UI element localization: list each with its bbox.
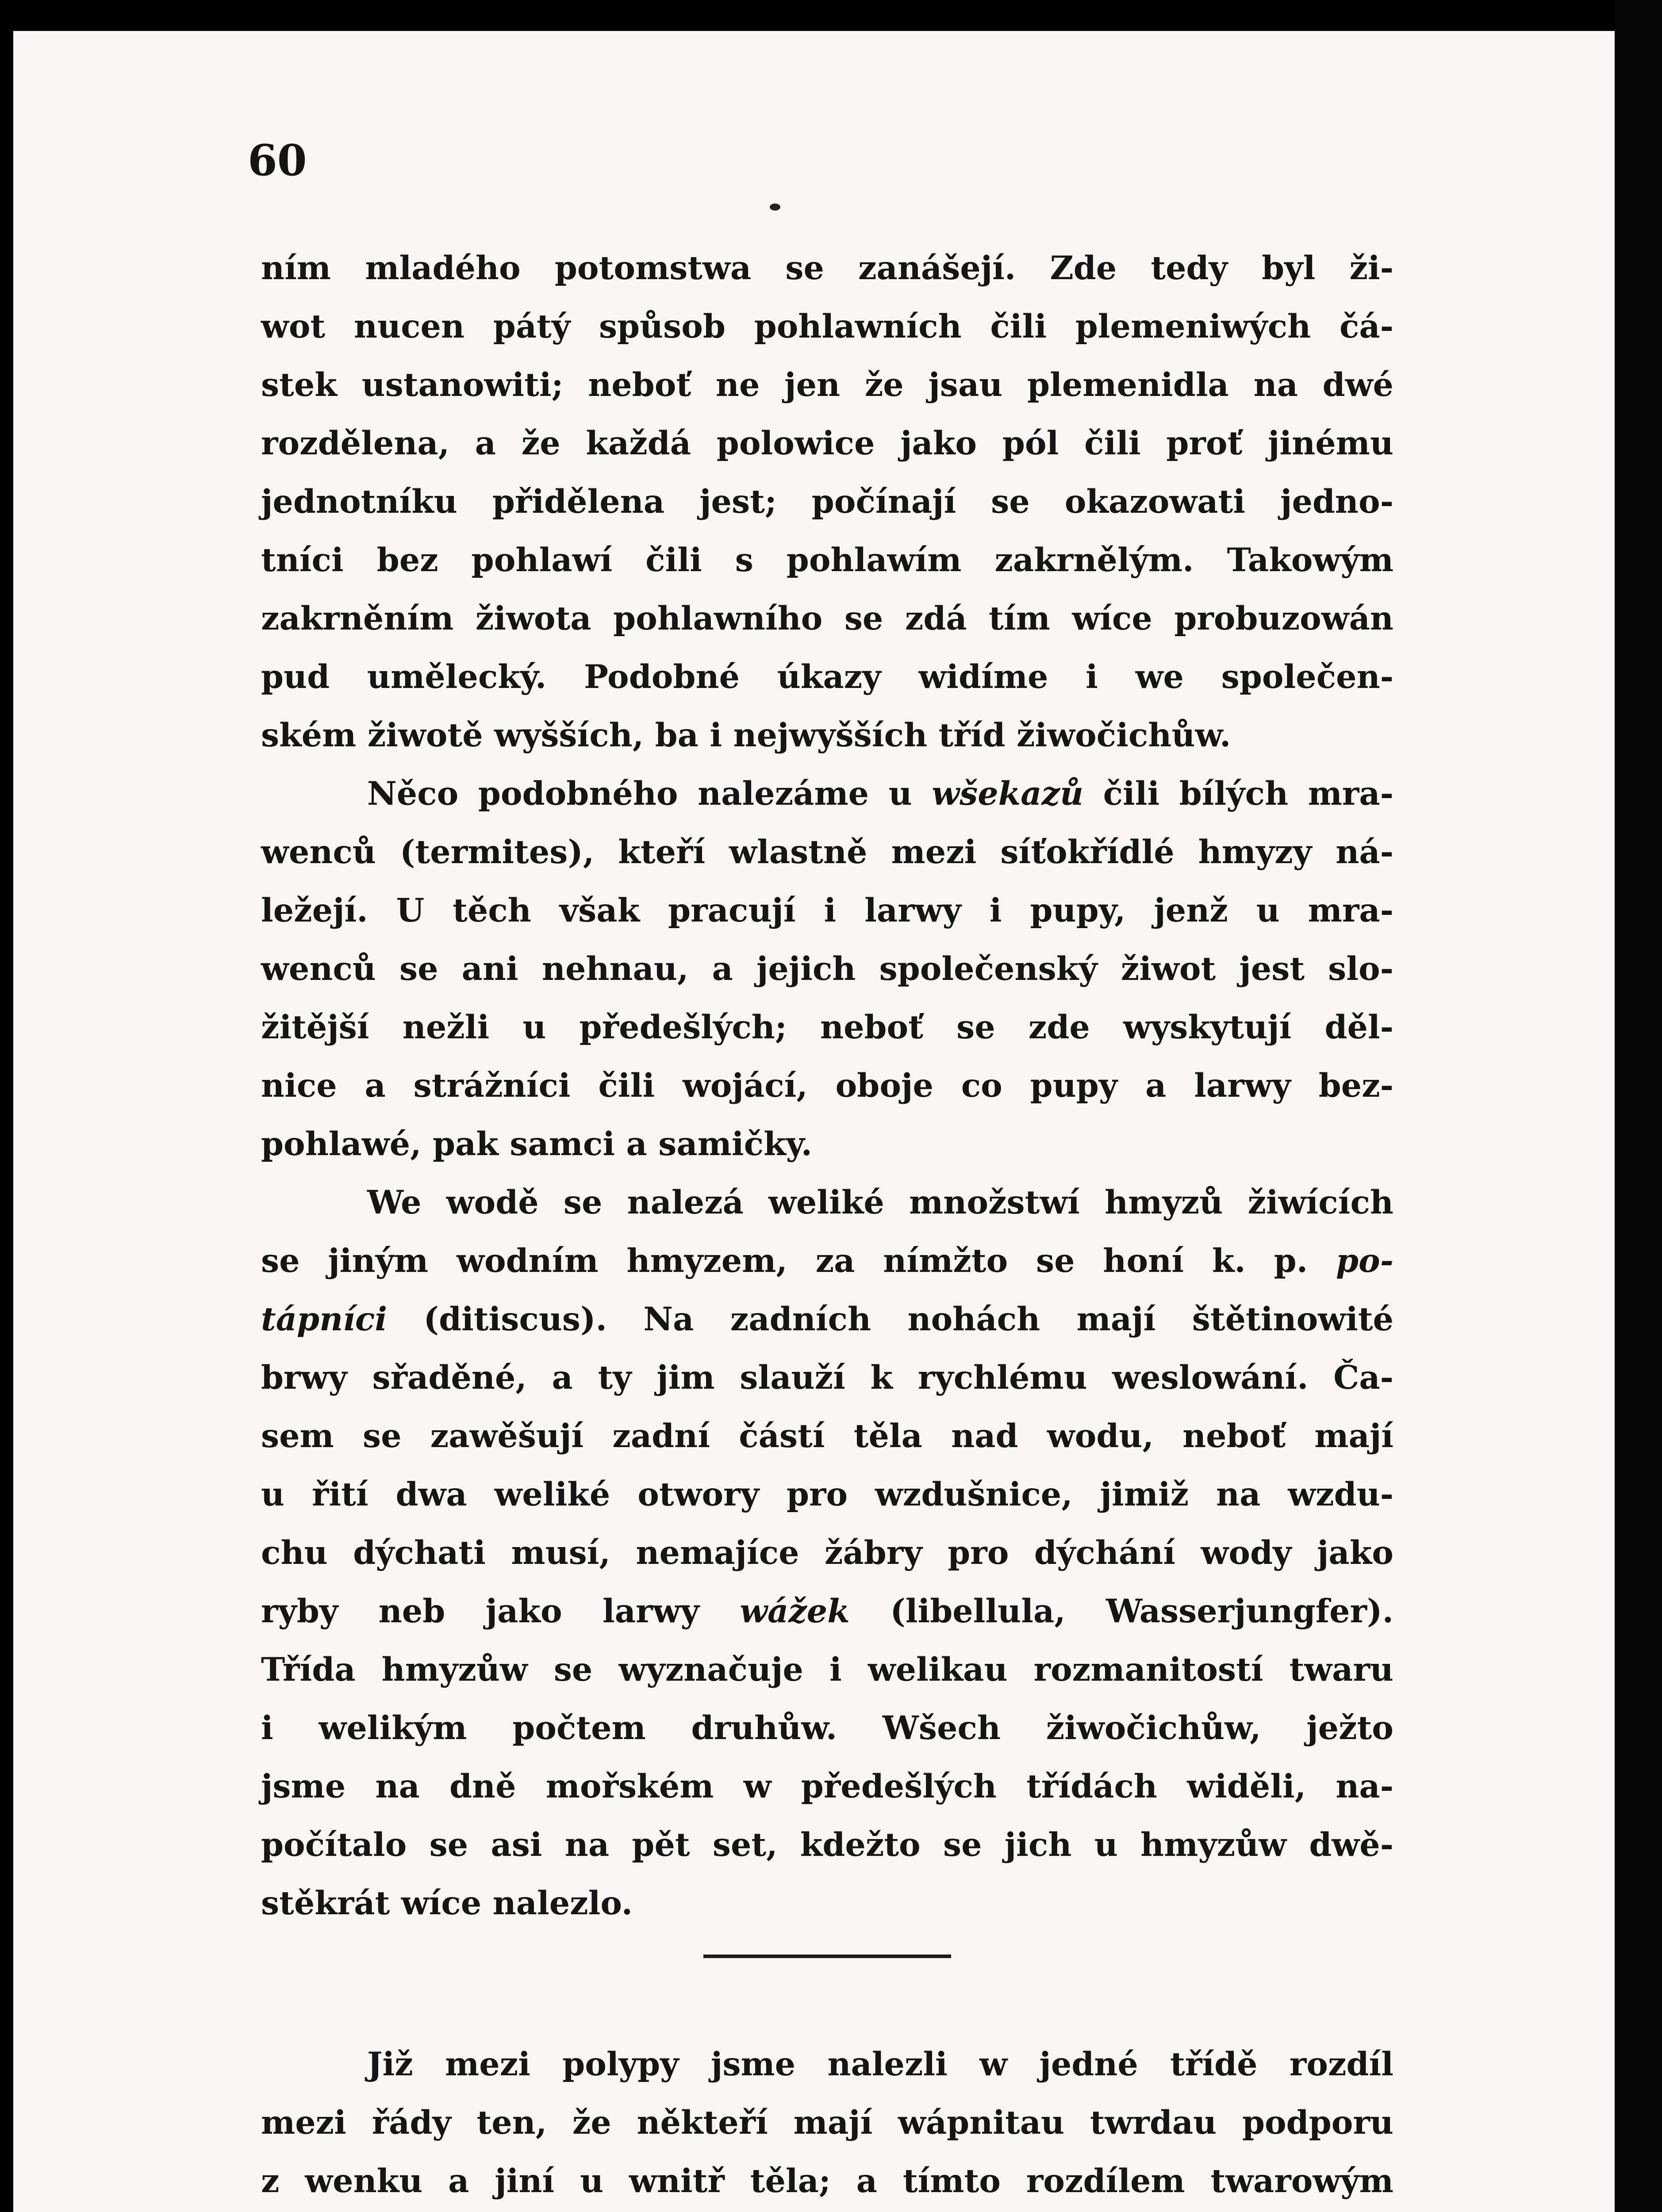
text-segment: Něco podobného nalezáme u [367, 775, 932, 813]
text-line: žitější nežli u předešlých; neboť se zde wyskytují děl- [261, 1008, 1393, 1046]
text-line: wenců se ani nehnau, a jejich společenský žiwot jest slo- [261, 950, 1393, 988]
text-line: We wodě se nalezá weliké množstwí hmyzů žiwících [367, 1183, 1393, 1221]
text-line: mezi řády ten, že někteří mají wápnitau twrdau podporu [261, 2104, 1393, 2142]
text-line: Třída hmyzůw se wyznačuje i welikau rozmanitostí twaru [261, 1651, 1393, 1689]
italic-term: wšekazů [932, 775, 1084, 813]
text-line: Již mezi polypy jsme nalezli w jedné třídě rozdíl [367, 2045, 1393, 2083]
text-line: u řití dwa weliké otwory pro wzdušnice, jimiž na wzdu- [261, 1475, 1393, 1513]
text-line: ním mladého potomstwa se zanášejí. Zde tedy byl ži- [261, 249, 1393, 287]
text-segment: (libellula, Wasserjungfer). [849, 1592, 1393, 1630]
text-line: rozdělena, a že každá polowice jako pól čili proť jinému [261, 424, 1393, 462]
text-line: chu dýchati musí, nemajíce žábry pro dýchání wody jako [261, 1534, 1393, 1572]
italic-term: tápníci [261, 1300, 388, 1338]
text-line [261, 2210, 1393, 2212]
text-line: sem se zawěšují zadní částí těla nad wodu, neboť mají [261, 1417, 1393, 1455]
text-line: pohlawé, pak samci a samičky. [261, 1125, 813, 1163]
text-line: i welikým počtem druhůw. Wšech žiwočichůw, ježto [261, 1709, 1393, 1747]
text-line: z wenku a jiní u wnitř těla; a tímto rozdílem twarowým [261, 2162, 1393, 2200]
book-page [13, 31, 1615, 2212]
text-line: wenců (termites), kteří wlastně mezi síťokřídlé hmyzy ná- [261, 833, 1393, 871]
text-line [261, 764, 1393, 823]
text-line [261, 1232, 1393, 1290]
scan-border [1615, 0, 1662, 2212]
text-line: stěkrát wíce nalezlo. [261, 1884, 633, 1922]
text-line: ském žiwotě wyšších, ba i nejwyšších tříd žiwočichůw. [261, 716, 1231, 754]
text-line: pud umělecký. Podobné úkazy widíme i we společen- [261, 658, 1393, 696]
spacer [261, 1991, 1393, 2035]
text-line: nice a strážníci čili wojácí, oboje co pupy a larwy bez- [261, 1067, 1393, 1105]
text-line: tníci bez pohlawí čili s pohlawím zakrnělým. Takowým [261, 541, 1393, 579]
text-line: stek ustanowiti; neboť ne jen že jsau plemenidla na dwé [261, 366, 1393, 404]
text-line: wot nucen pátý spůsob pohlawních čili plemeniwých čá- [261, 307, 1393, 346]
ink-spot [770, 204, 780, 211]
text-segment: se jiným wodním hmyzem, za nímžto se honí k. p. [261, 1242, 1336, 1280]
text-segment: čili bílých mra- [1083, 775, 1393, 813]
text-line: jsme na dně mořském w předešlých třídách widěli, na- [261, 1767, 1393, 1805]
text-line: jednotníku přidělena jest; počínají se okazowati jedno- [261, 483, 1393, 521]
body-text [261, 239, 1393, 2212]
text-line: počítalo se asi na pět set, kdežto se jich u hmyzůw dwě- [261, 1826, 1393, 1864]
text-segment: (ditiscus). Na zadních nohách mají štětinowité [387, 1300, 1393, 1338]
divider-line [703, 1955, 951, 1958]
text-segment: ryby neb jako larwy [261, 1592, 740, 1630]
text-line: zakrněním žiwota pohlawního se zdá tím wíce probuzowán [261, 599, 1393, 637]
section-divider [261, 1932, 1393, 1991]
text-line [261, 1290, 1393, 1348]
text-line: brwy sřaděné, a ty jim slauží k rychlému weslowání. Ča- [261, 1359, 1393, 1397]
text-line: ležejí. U těch však pracují i larwy i pupy, jenž u mra- [261, 891, 1393, 929]
italic-term: wážek [740, 1592, 850, 1630]
page-number: 60 [248, 135, 307, 185]
text-line [261, 1582, 1393, 1640]
italic-term: po- [1336, 1242, 1393, 1280]
